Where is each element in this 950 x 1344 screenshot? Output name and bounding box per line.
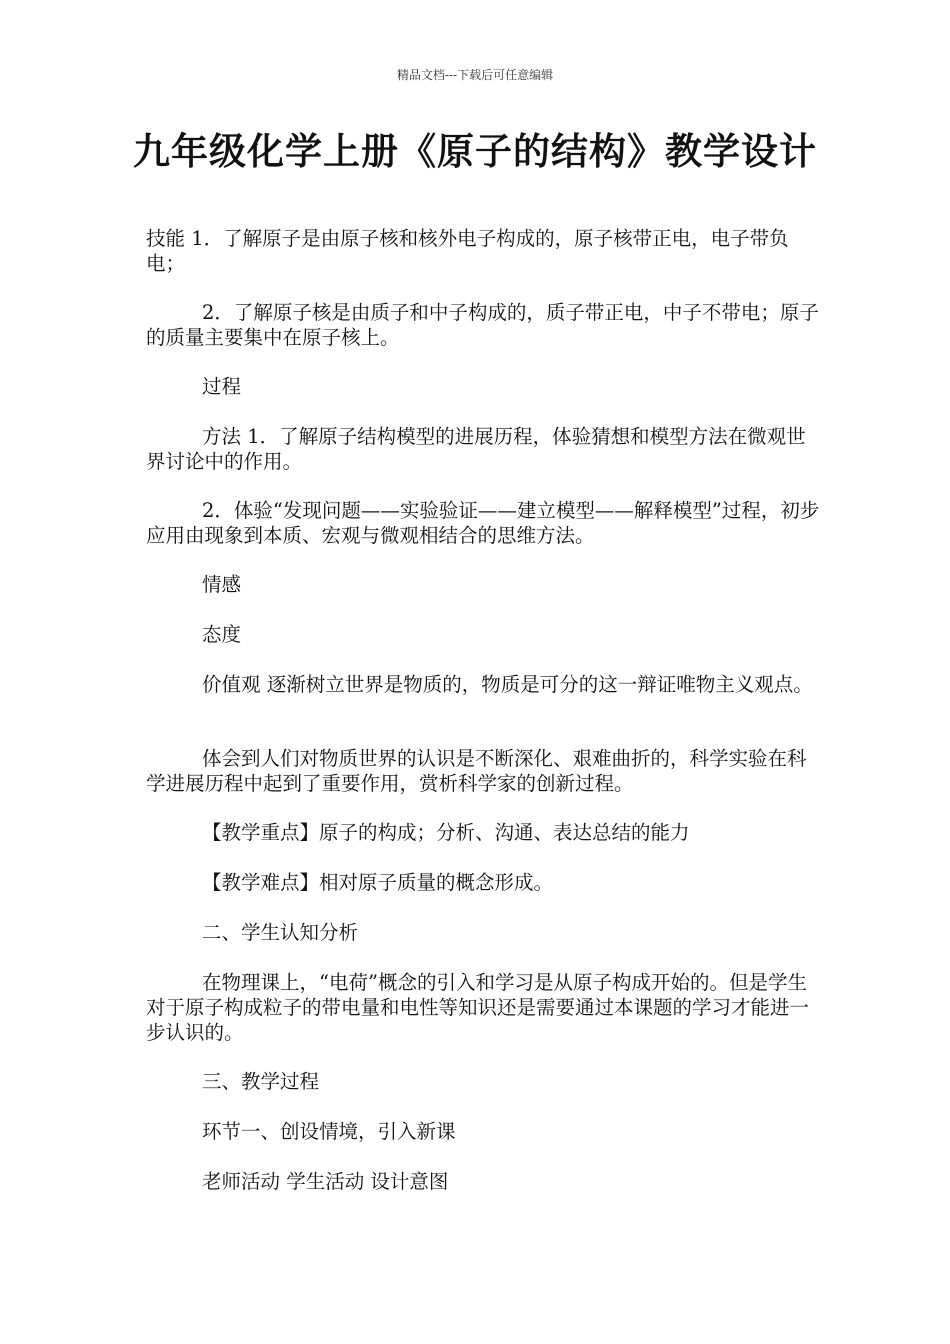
paragraph-skill: 技能 1．了解原子是由原子核和核外电子构成的，原子核带正电，电子带负电； — [146, 227, 789, 275]
paragraph-emotion: 情感 — [202, 573, 242, 596]
document-title: 九年级化学上册《原子的结构》教学设计 — [133, 130, 817, 173]
paragraph-physics-class: 在物理课上，“电荷”概念的引入和学习是从原子构成开始的。但是学生对于原子构成粒子的带电量和电性等知识还是需要通过本课题的学习才能进一步认识的。 — [146, 971, 810, 1044]
page-header: 精品文档---下载后可任意编辑 — [396, 68, 554, 82]
paragraph-key-point: 【教学重点】原子的构成；分析、沟通、表达总结的能力 — [202, 821, 690, 844]
paragraph-appreciate: 体会到人们对物质世界的认识是不断深化、艰难曲折的，科学实验在科学进展历程中起到了重要作用，赏析科学家的创新过程。 — [146, 747, 807, 795]
section-heading-teaching-process: 三、教学过程 — [202, 1070, 320, 1093]
paragraph-nucleus: 2．了解原子核是由质子和中子构成的，质子带正电，中子不带电；原子的质量主要集中在原子核上。 — [146, 301, 819, 349]
paragraph-process: 过程 — [202, 375, 242, 398]
paragraph-method: 方法 1．了解原子结构模型的进展历程，体验猜想和模型方法在微观世界讨论中的作用。 — [146, 425, 806, 473]
section-heading-student-analysis: 二、学生认知分析 — [202, 921, 359, 944]
table-header-row: 老师活动 学生活动 设计意图 — [202, 1170, 449, 1193]
paragraph-difficulty: 【教学难点】相对原子质量的概念形成。 — [202, 871, 554, 894]
paragraph-values: 价值观 逐渐树立世界是物质的，物质是可分的这一辩证唯物主义观点。 — [202, 673, 813, 696]
paragraph-experience: 2．体验“发现问题——实验验证——建立模型——解释模型”过程，初步应用由现象到本质、宏观与微观相结合的思维方法。 — [146, 499, 820, 547]
paragraph-attitude: 态度 — [202, 623, 242, 646]
section-heading-step-one: 环节一、创设情境，引入新课 — [202, 1120, 456, 1143]
